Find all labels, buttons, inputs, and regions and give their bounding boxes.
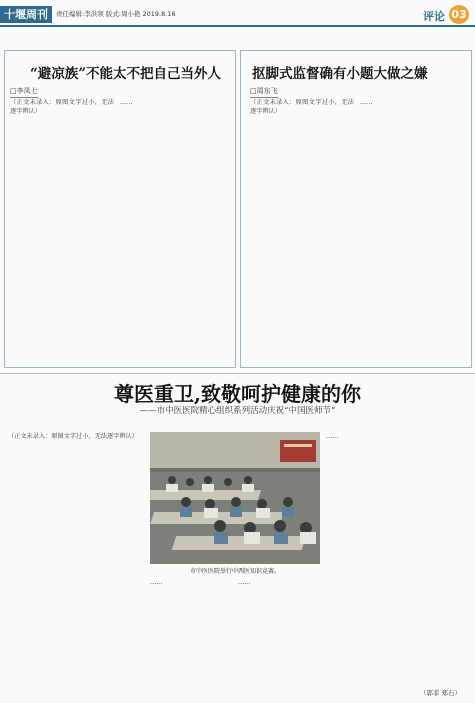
photo-caption: 市中医医院举行中西医知识竞赛。 <box>189 568 280 575</box>
feature-photo <box>150 432 320 564</box>
masthead <box>0 0 475 26</box>
meeting-room-photo <box>150 432 320 564</box>
article-right-title: 抠脚式监督确有小题大做之嫌 <box>252 66 428 82</box>
article-left-title: “避凉族”不能太不把自己当外人 <box>30 66 222 82</box>
section-name: 评论 <box>423 10 445 23</box>
article-left-byline: □李凤七 <box>10 86 38 98</box>
article-right-body-col2: …… <box>360 99 373 106</box>
feature-body-col2: …… <box>150 579 163 586</box>
feature-body-col4: …… <box>326 433 339 440</box>
feature-body-col1: （正文未录入：原图文字过小，无法逐字辨认） <box>8 433 138 440</box>
feature-subtitle: ——市中医医院精心组织系列活动庆祝“中国医师节” <box>139 406 336 416</box>
article-right-byline: □周东飞 <box>250 86 278 98</box>
feature-title: 尊医重卫,致敬呵护健康的你 <box>114 382 361 406</box>
editor-meta: 责任编辑:李洪领 版式:周小艳 2019.8.16 <box>56 10 176 18</box>
article-left-body-col1: （正文未录入：原图文字过小，无法逐字辨认） <box>10 99 114 116</box>
feature-signature: （郭菲 郑石） <box>419 689 461 697</box>
page-number-badge: 03 <box>449 5 469 24</box>
section-divider <box>0 373 475 374</box>
masthead-rule <box>0 25 475 27</box>
article-left-body-col2: …… <box>120 99 133 106</box>
article-right-body-col1: （正文未录入：原图文字过小，无法逐字辨认） <box>250 99 354 116</box>
paper-name: 十堰周刊 <box>0 6 52 23</box>
feature-body-col3: …… <box>238 579 251 586</box>
